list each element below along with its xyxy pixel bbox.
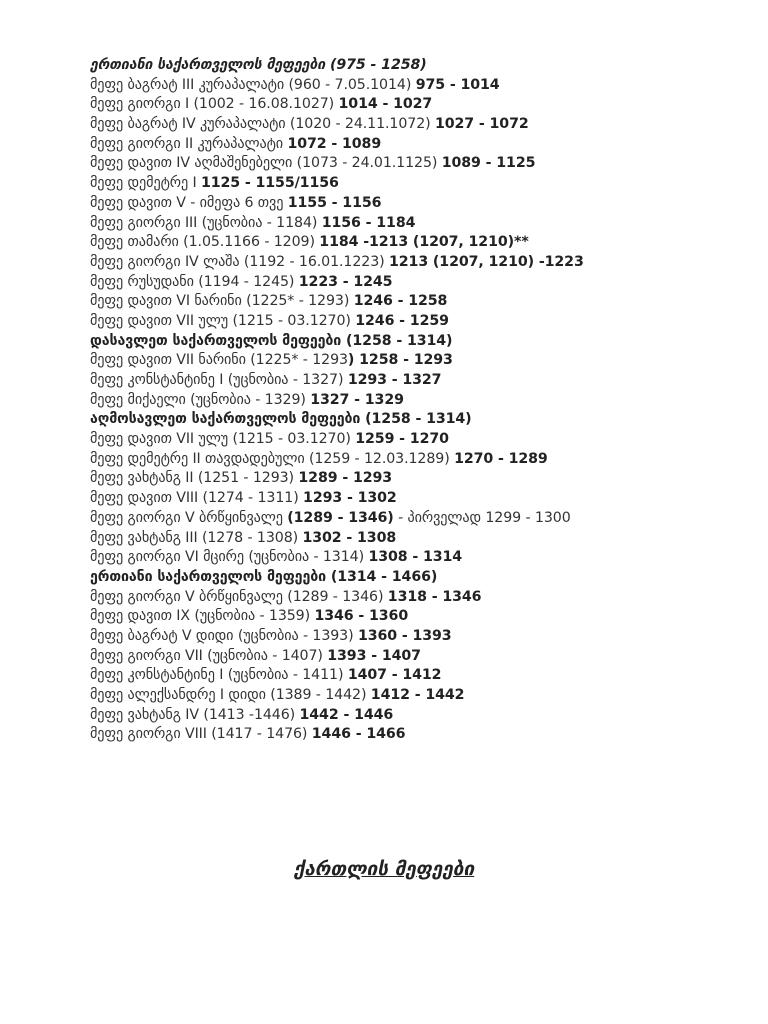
king-name: მეფე ვახტანგ III (1278 - 1308)	[90, 529, 303, 546]
king-entry	[90, 371, 750, 391]
king-name: მეფე კონსტანტინე I (უცნობია - 1327)	[90, 372, 348, 388]
king-entry	[90, 273, 750, 293]
king-entry	[90, 509, 750, 529]
king-name: მეფე გიორგი V ბრწყინვალე	[90, 509, 288, 526]
king-entry	[90, 548, 750, 568]
reign-years: (1289 - 1346)	[287, 509, 394, 526]
king-entry	[90, 529, 750, 549]
king-entry	[90, 154, 750, 174]
reign-years: 1446 - 1466	[311, 726, 406, 743]
reign-years: 1293 - 1302	[303, 490, 397, 507]
king-entry	[90, 233, 750, 253]
king-name: მეფე დავით V - იმეფა 6 თვე	[90, 194, 288, 211]
reign-years: 1213 (1207, 1210) -1223	[389, 253, 584, 270]
reign-years: 1027 - 1072	[434, 116, 529, 133]
section-heading: აღმოსავლეთ საქართველოს მეფეები (1258 - 1314)	[90, 411, 472, 428]
reign-years: 1270 - 1289	[454, 450, 548, 467]
king-entry	[90, 391, 750, 411]
king-entry	[90, 135, 750, 155]
reign-years: 1442 - 1446	[299, 706, 394, 723]
section-heading: ერთიანი საქართველოს მეფეები (1314 - 1466)	[90, 568, 438, 585]
king-name: მეფე კონსტანტინე I (უცნობია - 1411)	[90, 667, 348, 684]
reign-years: 1014 - 1027	[338, 96, 433, 113]
king-name: მეფე გიორგი VIII (1417 - 1476)	[90, 726, 312, 743]
king-entry	[90, 725, 750, 745]
king-name: მეფე გიორგი VI მცირე (უცნობია - 1314)	[90, 549, 369, 566]
king-name: მეფე დემეტრე II თავდადებული (1259 - 12.03.1289)	[90, 450, 455, 467]
reign-years: 1223 - 1245	[298, 273, 393, 290]
king-name: მეფე დავით IX (უცნობია - 1359)	[90, 608, 315, 625]
king-name: მეფე დავით VI ნარინი (1225* - 1293)	[90, 293, 354, 310]
king-entry	[90, 174, 750, 194]
king-name: მეფე დავით IV აღმაშენებელი (1073 - 24.01.1125)	[90, 155, 442, 172]
reign-years: 1289 - 1293	[298, 470, 393, 487]
reign-years: 1246 - 1258	[353, 293, 448, 310]
king-name: მეფე დავით VII ნარინი (1225* - 1293	[90, 352, 348, 369]
kings-list	[90, 56, 750, 745]
reign-years: 1246 - 1259	[355, 312, 449, 329]
reign-years: 1308 - 1314	[368, 549, 463, 566]
king-name: მეფე ვახტანგ II (1251 - 1293)	[90, 470, 299, 487]
king-entry	[90, 214, 750, 234]
section-heading: დასავლეთ საქართველოს მეფეები (1258 - 1314)	[90, 332, 453, 349]
section-title-kartli-kings: ქართლის მეფეები	[293, 858, 475, 880]
king-name: მეფე თამარი (1.05.1166 - 1209)	[90, 234, 320, 251]
king-name: მეფე გიორგი IV ლაშა (1192 - 16.01.1223)	[90, 253, 389, 270]
king-name: მეფე დავით VIII (1274 - 1311)	[90, 490, 304, 507]
king-entry	[90, 489, 750, 509]
king-name: მეფე ალექსანდრე I დიდი (1389 - 1442)	[90, 687, 371, 703]
reign-years: 1346 - 1360	[314, 608, 409, 625]
king-entry	[90, 686, 750, 706]
king-entry	[90, 95, 750, 115]
reign-years: 1072 - 1089	[287, 135, 382, 152]
reign-years: 1155 - 1156	[287, 194, 382, 211]
reign-years: 1184 -1213 (1207, 1210)**	[319, 234, 529, 251]
king-entry	[90, 115, 750, 135]
reign-years: 1327 - 1329	[310, 391, 404, 408]
king-name: მეფე რუსუდანი (1194 - 1245)	[90, 273, 299, 290]
king-entry	[90, 351, 750, 371]
reign-years: 1293 - 1327	[347, 372, 442, 388]
king-name: მეფე ბაგრატ V დიდი (უცნობია - 1393)	[90, 627, 358, 644]
reign-years: 1412 - 1442	[370, 687, 465, 703]
king-entry	[90, 194, 750, 214]
king-name: მეფე ვახტანგ IV (1413 -1446)	[90, 706, 300, 723]
king-name: მეფე დემეტრე I	[90, 175, 201, 192]
reign-years: 1318 - 1346	[387, 588, 482, 605]
king-entry	[90, 76, 750, 96]
reign-years: 1125 - 1155/1156	[200, 175, 339, 192]
king-name: მეფე გიორგი I (1002 - 16.08.1027)	[90, 96, 339, 113]
reign-years: 1360 - 1393	[357, 627, 452, 644]
king-entry	[90, 666, 750, 686]
king-name: მეფე ბაგრატ III კურაპალატი (960 - 7.05.1014)	[90, 76, 416, 93]
king-entry	[90, 706, 750, 726]
reign-years: 1259 - 1270	[355, 431, 449, 448]
king-name: მეფე გიორგი VII (უცნობია - 1407)	[90, 647, 328, 664]
king-entry	[90, 450, 750, 470]
reign-years: 1393 - 1407	[327, 647, 421, 664]
king-entry	[90, 588, 750, 608]
reign-note: - პირველად 1299 - 1300	[393, 509, 571, 526]
reign-years: ) 1258 - 1293	[347, 352, 453, 369]
king-name: მეფე გიორგი V ბრწყინვალე (1289 - 1346)	[90, 588, 388, 605]
reign-years: 975 - 1014	[415, 76, 500, 93]
reign-years: 1089 - 1125	[441, 155, 536, 172]
king-name: მეფე ბაგრატ IV კურაპალატი (1020 - 24.11.1072)	[90, 116, 435, 133]
king-entry	[90, 647, 750, 667]
king-entry	[90, 430, 750, 450]
king-entry	[90, 469, 750, 489]
king-entry	[90, 292, 750, 312]
reign-years: 1407 - 1412	[347, 667, 442, 684]
section-heading: ერთიანი საქართველოს მეფეები (975 - 1258)	[90, 57, 427, 73]
reign-years: 1302 - 1308	[302, 529, 397, 546]
king-name: მეფე მიქაელი (უცნობია - 1329)	[90, 391, 311, 408]
king-entry	[90, 607, 750, 627]
king-name: მეფე დავით VII ულუ (1215 - 03.1270)	[90, 431, 356, 448]
king-name: მეფე დავით VII ულუ (1215 - 03.1270)	[90, 312, 356, 329]
king-entry	[90, 312, 750, 332]
king-name: მეფე გიორგი II კურაპალატი	[90, 135, 288, 152]
king-name: მეფე გიორგი III (უცნობია - 1184)	[90, 214, 322, 231]
reign-years: 1156 - 1184	[321, 214, 416, 231]
king-entry	[90, 627, 750, 647]
king-entry	[90, 253, 750, 273]
